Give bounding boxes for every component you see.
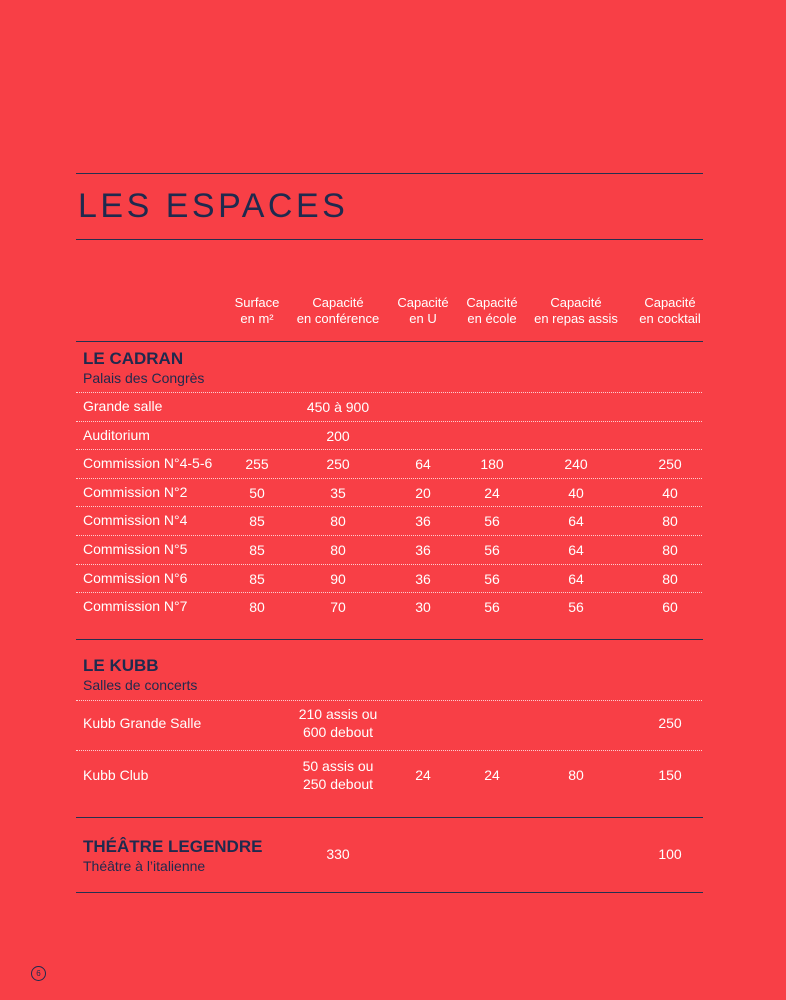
cell-u: 20 — [415, 484, 431, 501]
row-divider — [76, 506, 702, 507]
cell-repas: 64 — [568, 513, 584, 530]
row-divider — [76, 449, 702, 450]
table-row — [76, 598, 702, 618]
row-divider — [76, 392, 702, 393]
cell-conference: 70 — [330, 599, 346, 616]
cell-conference: 250 — [326, 456, 350, 473]
col-header-cocktail: Capacité en cocktail — [639, 295, 701, 326]
section-title-kubb: LE KUBB — [83, 656, 159, 675]
cell-conference: 90 — [330, 570, 346, 587]
cell-surface: 80 — [249, 599, 265, 616]
table-row — [76, 705, 702, 750]
title-top-rule — [76, 173, 703, 174]
title-bottom-rule — [76, 239, 703, 240]
row-label: Grande salle — [83, 398, 163, 414]
table-row — [76, 427, 702, 447]
cell-u: 36 — [415, 513, 431, 530]
cell-cocktail: 250 — [658, 456, 682, 473]
table-row — [76, 845, 702, 865]
row-label: Commission N°7 — [83, 598, 188, 615]
section-subtitle-theatre: Théâtre à l’italienne — [83, 858, 206, 874]
table-row — [76, 512, 702, 532]
cell-cocktail: 80 — [662, 542, 678, 558]
row-divider — [76, 564, 702, 565]
cell-surface: 85 — [249, 570, 265, 587]
row-divider — [76, 421, 702, 422]
cell-conference: 50 assis ou 250 debout — [302, 758, 374, 792]
cell-u: 30 — [415, 599, 431, 616]
col-header-conference: Capacité en conférence — [296, 295, 380, 326]
cell-cocktail: 60 — [662, 599, 678, 616]
cell-conference: 80 — [330, 513, 346, 530]
cell-ecole: 56 — [484, 570, 500, 587]
cell-u: 36 — [415, 542, 431, 558]
table-row — [76, 570, 702, 590]
section-title-theatre: THÉÂTRE LEGENDRE — [83, 837, 263, 856]
cell-conference: 210 assis ou 600 debout — [298, 706, 378, 740]
row-divider — [76, 478, 702, 479]
row-label: Auditorium — [83, 426, 150, 443]
table-row — [76, 398, 702, 418]
table-row — [76, 484, 702, 504]
cell-repas: 40 — [568, 484, 584, 501]
cell-surface: 85 — [249, 513, 265, 530]
cell-u: 24 — [415, 767, 431, 783]
cell-ecole: 24 — [484, 767, 500, 783]
col-header-u: Capacité en U — [397, 295, 449, 326]
row-label: Kubb Grande Salle — [83, 715, 202, 731]
col-header-ecole: Capacité en école — [466, 295, 518, 326]
cell-repas: 240 — [564, 456, 588, 473]
section-rule-cadran — [76, 341, 703, 342]
cell-repas: 80 — [568, 767, 584, 783]
row-divider — [76, 592, 702, 593]
section-subtitle-kubb: Salles de concerts — [83, 677, 198, 693]
cell-u: 64 — [415, 456, 431, 473]
cell-repas: 56 — [568, 599, 584, 616]
row-label: Commission N°2 — [83, 483, 188, 500]
cell-ecole: 56 — [484, 599, 500, 616]
section-rule-kubb — [76, 639, 703, 640]
row-divider — [76, 750, 702, 751]
table-row — [76, 757, 702, 802]
row-divider — [76, 700, 702, 701]
cell-ecole: 24 — [484, 484, 500, 501]
row-divider — [76, 535, 702, 536]
cell-repas: 64 — [568, 542, 584, 558]
page-number: 6 — [31, 966, 46, 981]
cell-cocktail: 250 — [658, 715, 682, 731]
section-rule-theatre — [76, 817, 703, 818]
cell-surface: 255 — [245, 456, 269, 473]
section-title-cadran: LE CADRAN — [83, 349, 184, 368]
row-label: Commission N°4 — [83, 512, 188, 529]
row-label: Kubb Club — [83, 767, 149, 783]
col-header-repas: Capacité en repas assis — [534, 295, 618, 326]
table-bottom-rule — [76, 892, 703, 893]
cell-cocktail: 100 — [658, 846, 682, 862]
cell-repas: 64 — [568, 570, 584, 587]
cell-cocktail: 80 — [662, 570, 678, 587]
row-label: Commission N°4-5-6 — [83, 455, 213, 472]
cell-ecole: 180 — [480, 456, 504, 473]
col-header-surface: Surface en m² — [234, 295, 280, 326]
row-label: Commission N°6 — [83, 569, 188, 586]
cell-cocktail: 80 — [662, 513, 678, 530]
cell-conference: 200 — [326, 427, 350, 444]
row-label: Commission N°5 — [83, 541, 188, 557]
cell-ecole: 56 — [484, 542, 500, 558]
cell-cocktail: 150 — [658, 767, 682, 783]
cell-surface: 85 — [249, 542, 265, 558]
table-row — [76, 541, 702, 561]
cell-cocktail: 40 — [662, 484, 678, 501]
cell-u: 36 — [415, 570, 431, 587]
cell-conference: 80 — [330, 542, 346, 558]
cell-conference: 450 à 900 — [306, 399, 370, 415]
cell-conference: 330 — [326, 846, 350, 862]
cell-conference: 35 — [330, 484, 346, 501]
cell-surface: 50 — [249, 484, 265, 501]
cell-ecole: 56 — [484, 513, 500, 530]
section-subtitle-cadran: Palais des Congrès — [83, 370, 205, 386]
page-title: LES ESPACES — [78, 187, 349, 225]
table-row — [76, 455, 702, 475]
